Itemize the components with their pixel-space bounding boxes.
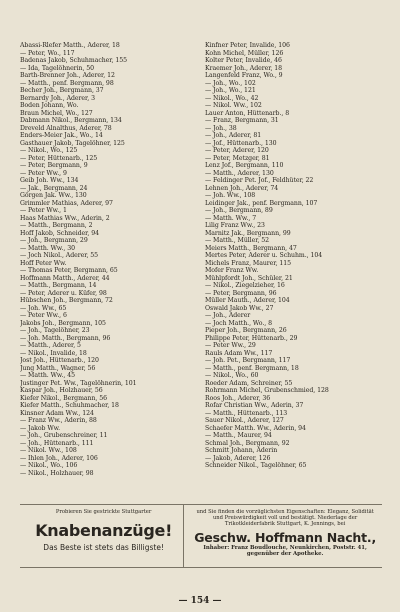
directory-entry: — Nikol., Holzhauer, 98 <box>20 469 94 477</box>
directory-entry: — Joch Nikol., Aderer, 55 <box>20 252 99 259</box>
page-number: — 154 — <box>178 596 222 606</box>
directory-entry: — Franz, Bergmann, 31 <box>205 117 279 124</box>
directory-entry: Dreveld Alnalthus, Aderer, 78 <box>20 124 112 132</box>
directory-entry: Lehnen Joh., Aderer, 74 <box>205 184 279 192</box>
directory-entry: Jost Joh., Hüttenarb., 120 <box>20 357 99 364</box>
directory-entry: — Peter Ww., 29 <box>205 342 256 349</box>
directory-entry: Enders-Meier Jak., Wo., 14 <box>20 132 103 139</box>
directory-entry: — Jak., Bergmann, 24 <box>20 184 88 192</box>
directory-entry: — Peter, Wo., 117 <box>20 49 75 57</box>
directory-entry: — Ida, Tagelöhnerin, 50 <box>20 64 95 72</box>
directory-entry: — Peter, Aderer u. Küfer, 98 <box>20 289 107 297</box>
directory-entry: Kinfner Peter, Invalide, 106 <box>205 42 290 49</box>
directory-entry: — Matth., Aderer, 130 <box>205 169 274 177</box>
directory-entry: Rauls Adam Ww., 117 <box>205 349 273 357</box>
directory-entry: Philippe Peter, Hüttenarb., 29 <box>205 334 298 342</box>
directory-entry: Jakobs Joh., Bergmann, 105 <box>20 319 106 327</box>
directory-entry: Grimmler Mathias, Aderer, 97 <box>20 199 113 207</box>
directory-entry: — Joh., Wo., 121 <box>205 87 256 94</box>
directory-entry: — Peter, Metzger, 81 <box>205 154 270 162</box>
directory-entry: Sauer Nikol., Aderer, 127 <box>205 417 284 424</box>
ad-description: und Sie finden die vorzüglichsten Eigenschaften: Eleganz, Solidität und Preiswürdigkeit voll und bestätigt. Niederlage der Trikotkleiderfabrik Stuttgart, K. Jennings, bei <box>196 509 374 527</box>
directory-entry: — Matth., Hüttenarb., 113 <box>205 409 288 417</box>
directory-entry: Müller Mauth., Aderer, 104 <box>205 297 290 304</box>
directory-entry: Mofer Franz Ww. <box>205 267 259 274</box>
ad-headline: Knabenanzüge! <box>35 521 173 540</box>
directory-entry: — Joh. Matth., Bergmann, 96 <box>20 334 111 342</box>
directory-entry: — Peter Ww., 9 <box>20 169 67 177</box>
directory-entry: Bernardy Joh., Aderer, 3 <box>20 94 95 102</box>
directory-entry: — Nikol., Wo., 106 <box>20 462 78 469</box>
directory-entry: — Peter, Bergmann, 9 <box>20 162 88 169</box>
directory-entry: — Franz Ww., Aderin, 88 <box>20 417 97 424</box>
directory-entry: — Peter, Aderer, 120 <box>205 147 269 154</box>
directory-entry: Lauer Anton, Hüttenarb., 8 <box>205 109 290 117</box>
directory-entry: — Jakob, Aderer, 126 <box>205 454 271 462</box>
directory-entry: Pieper Joh., Bergmann, 26 <box>205 327 287 334</box>
directory-entry: — Joh., Wo., 102 <box>205 79 256 87</box>
directory-entry: Jung Matth., Wagner, 56 <box>20 364 96 372</box>
directory-entry: Boden Johann, Wo. <box>20 102 79 109</box>
directory-entry: — Matth. Ww., 45 <box>20 372 75 379</box>
directory-entry: Rofar Christian Ww., Aderin, 37 <box>205 402 304 409</box>
directory-entry: — Peter, Hüttenarb., 125 <box>20 154 98 162</box>
directory-entry: Kolter Peter, Invalide, 46 <box>205 57 282 64</box>
directory-columns <box>20 42 384 504</box>
directory-entry: Leidinger Jak., penf. Bergmann, 107 <box>205 199 318 207</box>
hoffmann-ad <box>184 505 382 567</box>
directory-entry: — Jof., Hüttenarb., 130 <box>205 139 277 147</box>
directory-entry: — Matth. Ww., 7 <box>205 214 257 222</box>
directory-entry: Mühlpfordt Joh., Schüler, 21 <box>205 274 293 282</box>
directory-entry: — Peter Ww., 6 <box>20 312 67 319</box>
directory-entry: Kaspar Joh., Holzhauer, 56 <box>20 387 103 394</box>
directory-entry: Roos Joh., Aderer, 36 <box>205 394 271 402</box>
directory-entry: — Matth., penf. Bergmann, 18 <box>205 364 299 372</box>
directory-entry: — Matth., Aderer, 5 <box>20 342 81 349</box>
directory-entry: Barth-Brenner Joh., Aderer, 12 <box>20 72 115 79</box>
directory-entry: — Matth., Müller, 52 <box>205 237 270 244</box>
directory-entry: — Joh. Ww., 65 <box>20 304 67 312</box>
directory-entry: Oswald Jakob Ww., 27 <box>205 304 274 312</box>
knabenanzuege-ad <box>20 505 184 567</box>
directory-entry: — Nikol., Wo., 42 <box>205 94 259 102</box>
directory-entry: Görgen Jak. Ww., 130 <box>20 192 87 199</box>
directory-entry: Langenfeld Franz, Wo., 9 <box>205 72 283 79</box>
directory-entry: Kiefer Nikol., Bergmann, 56 <box>20 394 107 402</box>
directory-entry: Schneider Nikol., Tagelöhner, 65 <box>205 462 307 469</box>
directory-entry: — Joh., Grubenschreiner, 11 <box>20 432 108 439</box>
directory-entry: — Thomas Peter, Bergmann, 65 <box>20 267 118 274</box>
directory-entry: Dabmann Nikol., Bergmann, 134 <box>20 117 122 124</box>
ad-intro-text: Probieren Sie gestrickte Stuttgarter <box>55 509 152 515</box>
directory-entry: Justinger Pet. Ww., Tagelöhnerin, 101 <box>20 379 137 387</box>
directory-entry: — Nikol. Ww., 108 <box>20 447 77 454</box>
directory-entry: — Nikol., Ziegelzieher, 16 <box>205 282 285 289</box>
directory-entry: — Feldinger Pet. Jof., Feldhüter, 22 <box>205 177 314 184</box>
directory-entry: — Joch Matth., Wo., 8 <box>205 319 273 327</box>
directory-entry: Kinsner Adam Ww., 124 <box>20 409 94 417</box>
directory-entry: — Matth., penf. Bergmann, 98 <box>20 79 114 87</box>
directory-entry: Schmitt Johann, Aderin <box>205 447 278 454</box>
directory-entry: Lenz Jof., Bergmann, 110 <box>205 162 284 169</box>
directory-entry: — Joh., Aderer, 81 <box>205 132 262 139</box>
directory-entry: Haas Mathias Ww., Aderin, 2 <box>20 214 110 222</box>
directory-entry: — Joh., Tagelöhner, 23 <box>20 327 90 334</box>
directory-entry: — Joh., 38 <box>205 124 237 132</box>
directory-entry: Meiers Matth., Bergmann, 47 <box>205 244 297 252</box>
directory-entry: — Matth., Bergmann, 14 <box>20 282 97 289</box>
directory-entry: Kohn Michel, Müller, 126 <box>205 49 284 57</box>
directory-entry: — Joh. Pet., Bergmann, 117 <box>205 357 291 364</box>
directory-entry: Lilig Franz Ww., 23 <box>205 222 265 229</box>
directory-entry: — Jakob Ww. <box>20 424 61 432</box>
directory-entry: Badenas Jakob, Schuhmacher, 155 <box>20 57 128 64</box>
directory-entry: Abassi-Rlefer Matth., Aderer, 18 <box>20 42 120 49</box>
directory-entry: — Matth. Ww., 30 <box>20 244 75 252</box>
directory-entry: — Peter, Bergmann, 96 <box>205 289 277 297</box>
ad-owner-address: Inhaber: Franz Boudlouche, Neunkirchen, Poststr. 41, gegenüber der Apotheke. <box>203 545 367 558</box>
directory-entry: Hübschen Joh., Bergmann, 72 <box>20 297 113 304</box>
directory-entry: — Joh., Bergmann, 29 <box>20 237 88 244</box>
directory-entry: — Joh., Aderer <box>205 312 251 319</box>
directory-entry: — Ihlen Joh., Aderer, 106 <box>20 454 98 462</box>
ad-firm-name: Geschw. Hoffmann Nacht., <box>194 530 376 545</box>
directory-entry: Hoff Jakob, Schneider, 94 <box>20 229 99 237</box>
directory-entry: Hoff Peter Ww. <box>20 259 67 267</box>
directory-entry: Rohrmann Michel, Grubenschmied, 128 <box>205 387 329 394</box>
directory-entry: — Matth., Maurer, 94 <box>205 432 272 439</box>
directory-entry: Hoffmann Matth., Aderer, 44 <box>20 274 110 282</box>
advertisement-band <box>20 504 382 568</box>
directory-entry: — Peter Ww., 1 <box>20 207 67 214</box>
directory-entry: — Nikol., Invalide, 18 <box>20 349 87 357</box>
directory-entry: — Nikol., Wo., 125 <box>20 147 78 154</box>
directory-entry: Kraemer Joh., Aderer, 18 <box>205 64 283 72</box>
directory-entry: Mertes Peter, Aderer u. Schuhm., 104 <box>205 252 323 259</box>
directory-entry: — Matth., Bergmann, 2 <box>20 222 93 229</box>
directory-entry: Schaefer Matth. Ww., Aderin, 94 <box>205 424 306 432</box>
directory-entry: Marnitz Jak., Bergmann, 99 <box>205 229 291 237</box>
directory-entry: — Nikol. Ww., 102 <box>205 102 262 109</box>
directory-entry: Becher Joh., Bergmann, 37 <box>20 87 104 94</box>
directory-entry: — Joh., Hüttenarb., 111 <box>20 439 94 447</box>
right-column <box>197 42 384 504</box>
ad-tagline: Das Beste ist stets das Billigste! <box>43 543 164 552</box>
directory-entry: Schmal Joh., Bergmann, 92 <box>205 439 290 447</box>
directory-entry: Braun Michel, Wo., 127 <box>20 109 93 117</box>
directory-entry: — Joh. Ww., 108 <box>205 192 256 199</box>
directory-entry: — Joh., Bergmann, 89 <box>205 207 273 214</box>
directory-entry: Gasthauer Jakob, Tagelöhner, 125 <box>20 139 125 147</box>
directory-entry: Roeder Adam, Schreiner, 55 <box>205 379 293 387</box>
directory-entry: Kiefer Matth., Schuhmacher, 18 <box>20 402 119 409</box>
left-column <box>20 42 197 504</box>
directory-entry: Geib Joh. Ww., 134 <box>20 177 79 184</box>
directory-entry: Michels Franz, Maurer, 115 <box>205 259 292 267</box>
directory-entry: — Nikol., Wo., 60 <box>205 372 259 379</box>
